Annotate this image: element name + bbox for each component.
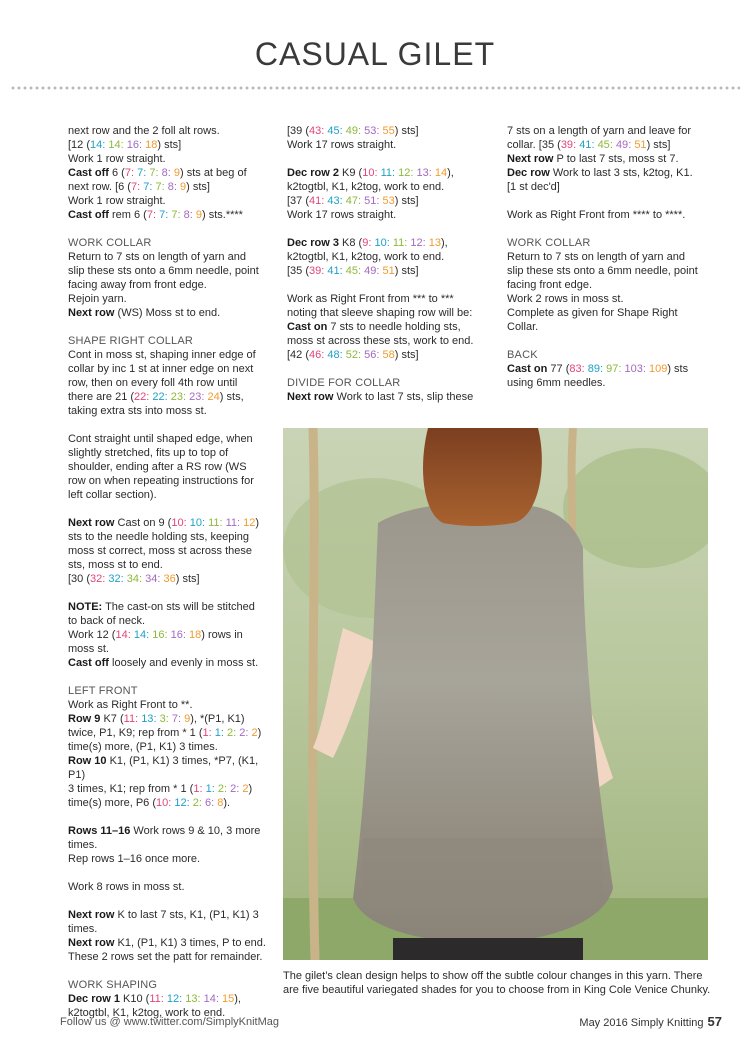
size-value: 7 — [146, 209, 153, 221]
size-value: 10 — [189, 517, 202, 529]
size-value: 14 — [90, 139, 103, 151]
pattern-line: sts, moss st to end. — [68, 559, 163, 571]
size-value: 39 — [309, 265, 322, 277]
size-value: 10 — [171, 517, 184, 529]
size-value: 11 — [208, 517, 220, 529]
dotted-divider — [10, 86, 740, 90]
pattern-line: shoulder, ending after a RS row (WS — [68, 461, 247, 473]
pattern-line: Next row Work to last 7 sts, slip these — [287, 391, 474, 403]
size-value: 1 — [205, 783, 212, 795]
pattern-line: moss st correct, moss st across these — [68, 545, 252, 557]
size-value: 2 — [217, 783, 224, 795]
size-value: 12 — [410, 237, 423, 249]
pattern-line: Cast off loosely and evenly in moss st. — [68, 657, 259, 669]
pattern-line: collar by inc 1 st at inner edge on next — [68, 363, 254, 375]
pattern-line: twice, P1, K9; rep from * 1 (1: 1: 2: 2: 2) — [68, 727, 262, 739]
pattern-line: slightly stretched, fits up to top of — [68, 447, 229, 459]
size-value: 32 — [90, 573, 103, 585]
size-value: 89 — [587, 363, 600, 375]
pattern-line: to back of neck. — [68, 615, 146, 627]
size-value: 103 — [624, 363, 643, 375]
size-value: 53 — [364, 125, 377, 137]
size-value: 43 — [327, 195, 340, 207]
size-value: 14 — [108, 139, 121, 151]
pattern-line: [30 (32: 32: 34: 34: 36) sts] — [68, 573, 200, 585]
section-heading: BACK — [507, 349, 538, 361]
section-heading: WORK COLLAR — [507, 237, 591, 249]
size-value: 22 — [134, 391, 147, 403]
size-value: 39 — [560, 139, 574, 151]
pattern-line: slip these sts onto a 6mm needle, point — [507, 265, 698, 277]
pattern-line: Row 9 K7 (11: 13: 3: 7: 9), *(P1, K1) — [68, 713, 245, 725]
size-value: 13 — [185, 993, 198, 1005]
size-value: 13 — [428, 237, 441, 249]
pattern-line: Cast on 77 (83: 89: 97: 103: 109) sts — [507, 363, 689, 375]
size-value: 48 — [327, 349, 340, 361]
size-value: 7 — [171, 209, 178, 221]
size-value: 2 — [242, 783, 249, 795]
size-value: 23 — [170, 391, 184, 403]
pattern-line: sts to the needle holding sts, keeping — [68, 531, 250, 543]
pattern-line: moss st. — [68, 643, 109, 655]
size-value: 15 — [222, 993, 235, 1005]
size-value: 10 — [156, 797, 169, 809]
pattern-line: collar. [35 (39: 41: 45: 49: 51) sts] — [507, 139, 671, 151]
pattern-line: k2togtbl, K1, k2tog, work to end. — [287, 181, 445, 193]
pattern-line: [42 (46: 48: 52: 56: 58) sts] — [287, 349, 419, 361]
size-value: 11 — [392, 237, 405, 249]
pattern-line: slip these sts onto a 6mm needle, point — [68, 265, 259, 277]
size-value: 49 — [364, 265, 377, 277]
pattern-line: using 6mm needles. — [507, 377, 606, 389]
size-value: 9 — [195, 209, 202, 221]
size-value: 34 — [145, 573, 158, 585]
size-value: 49 — [615, 139, 629, 151]
pattern-line: Work as Right Front from *** to *** — [287, 293, 454, 305]
size-value: 51 — [364, 195, 377, 207]
pattern-line: Dec row 1 K10 (11: 12: 13: 14: 15), — [68, 993, 241, 1005]
size-value: 52 — [345, 349, 359, 361]
pattern-line: k2togtbl, K1, k2tog, work to end. — [68, 1007, 226, 1019]
pattern-line: row on when repeating instructions for — [68, 475, 254, 487]
pattern-line: k2togtbl, K1, k2tog, work to end. — [287, 251, 445, 263]
pattern-line: left collar section). — [68, 489, 157, 501]
pattern-line: Complete as given for Shape Right — [507, 307, 678, 319]
size-value: 56 — [364, 349, 377, 361]
pattern-line: row, then on every foll 4th row until — [68, 377, 238, 389]
size-value: 7 — [137, 167, 144, 179]
pattern-line: taking extra sts into moss st. — [68, 405, 207, 417]
size-value: 36 — [163, 573, 176, 585]
size-value: 9 — [184, 713, 191, 725]
size-value: 97 — [606, 363, 619, 375]
pattern-line: [39 (43: 45: 49: 53: 55) sts] — [287, 125, 419, 137]
size-value: 7 — [149, 167, 156, 179]
twitter-link[interactable]: Follow us @ www.twitter.com/SimplyKnitMag — [60, 1016, 280, 1028]
pattern-line: facing away from front edge. — [68, 279, 207, 291]
size-value: 43 — [309, 125, 322, 137]
size-value: 41 — [579, 139, 592, 151]
pattern-line: Next row K1, (P1, K1) 3 times, P to end. — [68, 937, 266, 949]
pattern-line: Work 8 rows in moss st. — [68, 881, 185, 893]
size-value: 7 — [171, 713, 178, 725]
size-value: 14 — [133, 629, 147, 641]
size-value: 3 — [159, 713, 166, 725]
pattern-line: times. — [68, 839, 98, 851]
size-value: 7 — [155, 181, 162, 193]
size-value: 10 — [374, 237, 387, 249]
pattern-line: time(s) more, (P1, K1) 3 times. — [68, 741, 218, 753]
size-value: 7 — [130, 181, 138, 193]
pattern-line: [35 (39: 41: 45: 49: 51) sts] — [287, 265, 419, 277]
pattern-line: Return to 7 sts on length of yarn and — [507, 251, 685, 263]
size-value: 9 — [362, 237, 369, 249]
size-value: 1 — [214, 727, 221, 739]
page-footer: May 2016 Simply Knitting 57 — [579, 1014, 722, 1029]
pattern-line: Dec row 2 K9 (10: 11: 12: 13: 14), — [287, 167, 454, 179]
size-value: 7 — [124, 167, 131, 179]
size-value: 8 — [183, 209, 190, 221]
size-value: 55 — [382, 125, 395, 137]
pattern-line: facing front edge. — [507, 279, 593, 291]
pattern-line: Rep rows 1–16 once more. — [68, 853, 201, 865]
size-value: 7 — [143, 181, 150, 193]
pattern-line: NOTE: The cast-on sts will be stitched — [68, 601, 255, 613]
size-value: 16 — [170, 629, 183, 641]
pattern-line: there are 21 (22: 22: 23: 23: 24) sts, — [68, 391, 244, 403]
size-value: 13 — [416, 167, 429, 179]
size-value: 23 — [189, 391, 202, 403]
size-value: 58 — [382, 349, 395, 361]
model-photo — [283, 428, 708, 960]
size-value: 53 — [382, 195, 395, 207]
size-value: 16 — [126, 139, 140, 151]
pattern-line: Rejoin yarn. — [68, 293, 127, 305]
pattern-line: Next row Cast on 9 (10: 10: 11: 11: 12) — [68, 517, 260, 529]
pattern-line: Work 12 (14: 14: 16: 16: 18) rows in — [68, 629, 243, 641]
size-value: 45 — [345, 265, 359, 277]
pattern-line: Cont in moss st, shaping inner edge of — [68, 349, 256, 361]
pattern-column-2 — [287, 124, 492, 404]
size-value: 46 — [309, 349, 322, 361]
size-value: 2 — [192, 797, 199, 809]
pattern-line: moss st across these sts, work to end. — [287, 335, 474, 347]
size-value: 24 — [207, 391, 220, 403]
size-value: 10 — [362, 167, 375, 179]
pattern-line: Row 10 K1, (P1, K1) 3 times, *P7, (K1, P1) — [68, 755, 259, 781]
pattern-line: [37 (41: 43: 47: 51: 53) sts] — [287, 195, 419, 207]
size-value: 1 — [202, 727, 209, 739]
pattern-line: Next row (WS) Moss st to end. — [68, 307, 221, 319]
pattern-line: Work as Right Front from **** to ****. — [507, 209, 686, 221]
pattern-line: noting that sleeve shaping row will be: — [287, 307, 473, 319]
pattern-line: Cast on 7 sts to needle holding sts, — [287, 321, 461, 333]
pattern-line: Cont straight until shaped edge, when — [68, 433, 253, 445]
size-value: 9 — [173, 167, 180, 179]
pattern-line: Work 2 rows in moss st. — [507, 293, 624, 305]
photo-caption: The gilet’s clean design helps to show off the subtle colour changes in this yarn. There are five beautiful variegated shades for you to choose from in King Cole Venice Chunky. — [283, 970, 711, 996]
section-heading: DIVIDE FOR COLLAR — [287, 377, 401, 389]
size-value: 12 — [243, 517, 256, 529]
pattern-line: 7 sts on a length of yarn and leave for — [507, 125, 692, 137]
page-title: CASUAL GILET — [254, 36, 496, 72]
size-value: 14 — [203, 993, 216, 1005]
pattern-column-1: next row and the 2 foll alt rows. [12 (14: 14: 16: 18) sts] Work 1 row straight. Cast off 6 (7: 7: 7: 8: 9) sts at beg of next row. [6 (7: 7: 7: 8: 9) sts] Work 1 row straight. Cast off rem 6 (7: 7: 7: 8: 9) sts.**** WORK COLLAR Return to 7 sts on length of yarn and slip these sts onto a 6mm needle, point facing away from front edge. Rejoin yarn. Next row (WS) Moss st to end. SHAPE RIGHT COLLAR Cont in moss st, shaping inner edge of collar by inc 1 st at inner edge on next row, then on every foll 4th row until there are 21 (22: 22: 23: 23: 24) sts, taking extra sts into moss st. Cont straight until shaped edge, when slightly stretched, fits up to top of shoulder, ending after a RS row (WS row on when repeating instructions for left collar section). Next row Cast on 9 (10: 10: 11: 11: 12) sts to the needle holding sts, keeping moss st correct, moss st across these sts, moss st to end. [30 (32: 32: 34: 34: 36) sts] NOTE: The cast-on sts will be stitched to back of neck. Work 12 (14: 14: 16: 16: 18) rows in moss st. Cast off loosely and evenly in moss st. LEFT FRONT Work as Right Front to **. Row 9 K7 (11: 13: 3: 7: 9), *(P1, K1) twice, P1, K9; rep from * 1 (1: 1: 2: 2: 2) time(s) more, (P1, K1) 3 times. Row 10 K1, (P1, K1) 3 times, *P7, (K1, P1) 3 times, K1; rep from * 1 (1: 1: 2: 2: 2) time(s) more, P6 (10: 12: 2: 6: 8). Rows 11–16 Work rows 9 & 10, 3 more times. Rep rows 1–16 once more. Work 8 rows in moss st. Next row K to last 7 sts, K1, (P1, K1) 3 times. Next row K1, (P1, K1) 3 times, P to end. These 2 rows set the patt for remainder. WORK SHAPING Dec row 1 K10 (11: 12: 13: 14: 15), k2togtbl, K1, k2tog, work to end. — [68, 124, 273, 1020]
size-value: 47 — [345, 195, 359, 207]
size-value: 45 — [597, 139, 610, 151]
size-value: 14 — [115, 629, 128, 641]
size-line: [12 (14: 14: 16: 18) sts] — [68, 139, 182, 151]
pattern-line: Work 17 rows straight. — [287, 139, 397, 151]
pattern-line: Collar. — [507, 321, 539, 333]
pattern-line: times. — [68, 923, 98, 935]
pattern-column-3 — [507, 124, 717, 390]
pattern-line: Next row P to last 7 sts, moss st 7. — [507, 153, 679, 165]
pattern-line: time(s) more, P6 (10: 12: 2: 6: 8). — [68, 797, 231, 809]
pattern-line: These 2 rows set the patt for remainder. — [68, 951, 263, 963]
pattern-line: [1 st dec'd] — [507, 181, 560, 193]
size-value: 49 — [345, 125, 359, 137]
size-value: 12 — [174, 797, 187, 809]
size-value: 7 — [159, 209, 166, 221]
size-value: 18 — [188, 629, 202, 641]
size-value: 13 — [141, 713, 154, 725]
size-value: 11 — [225, 517, 238, 529]
section-heading: WORK SHAPING — [68, 979, 158, 991]
size-value: 16 — [152, 629, 165, 641]
size-value: 51 — [634, 139, 647, 151]
size-value: 34 — [126, 573, 140, 585]
size-value: 8 — [217, 797, 224, 809]
size-value: 2 — [230, 783, 237, 795]
pattern-line: Work 17 rows straight. — [287, 209, 397, 221]
size-value: 2 — [251, 727, 258, 739]
section-heading: LEFT FRONT — [68, 685, 138, 697]
pattern-line: Work as Right Front to **. — [68, 699, 193, 711]
size-value: 11 — [380, 167, 392, 179]
size-value: 1 — [193, 783, 200, 795]
size-value: 22 — [152, 391, 165, 403]
size-value: 8 — [161, 167, 168, 179]
size-value: 2 — [239, 727, 246, 739]
size-value: 6 — [205, 797, 212, 809]
size-value: 18 — [145, 139, 158, 151]
size-value: 12 — [398, 167, 411, 179]
pattern-line: Dec row Work to last 3 sts, k2tog, K1. — [507, 167, 693, 179]
size-value: 11 — [123, 713, 136, 725]
pattern-line: Return to 7 sts on length of yarn and — [68, 251, 246, 263]
size-value: 51 — [382, 265, 395, 277]
section-heading: WORK COLLAR — [68, 237, 152, 249]
size-value: 8 — [167, 181, 174, 193]
size-value: 2 — [227, 727, 234, 739]
size-value: 41 — [327, 265, 340, 277]
page-number: 57 — [707, 1014, 722, 1029]
pattern-line: 3 times, K1; rep from * 1 (1: 1: 2: 2: 2) — [68, 783, 253, 795]
size-value: 14 — [434, 167, 448, 179]
size-value: 45 — [327, 125, 340, 137]
size-value: 12 — [166, 993, 180, 1005]
pattern-line: Dec row 3 K8 (9: 10: 11: 12: 13), — [287, 237, 448, 249]
size-value: 32 — [108, 573, 121, 585]
size-value: 83 — [569, 363, 582, 375]
pattern-line: Rows 11–16 Work rows 9 & 10, 3 more — [68, 825, 261, 837]
size-value: 11 — [149, 993, 161, 1005]
size-value: 9 — [179, 181, 187, 193]
pattern-line: Next row K to last 7 sts, K1, (P1, K1) 3 — [68, 909, 259, 921]
section-heading: SHAPE RIGHT COLLAR — [68, 335, 194, 347]
size-value: 109 — [648, 363, 668, 375]
size-value: 41 — [309, 195, 322, 207]
